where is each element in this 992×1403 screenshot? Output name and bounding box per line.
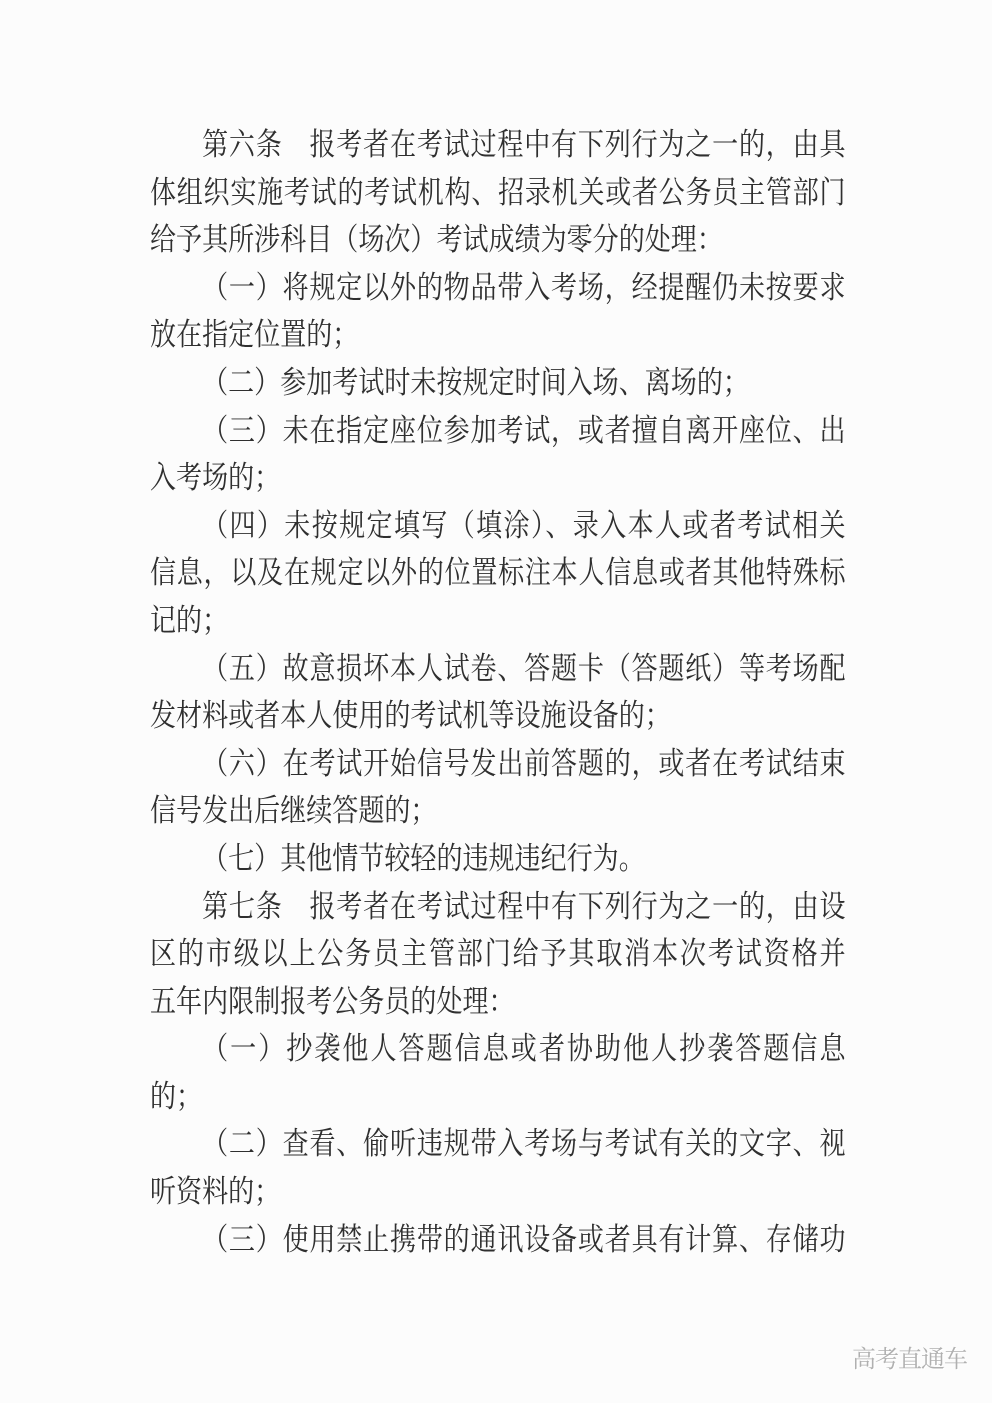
document-line: （二）参加考试时未按规定时间入场、离场的； bbox=[202, 364, 749, 400]
document-line: 放在指定位置的； bbox=[150, 317, 359, 353]
watermark: 高考直通车 bbox=[852, 1346, 967, 1373]
document-line: 发材料或者本人使用的考试机等设施设备的； bbox=[150, 698, 671, 734]
document-line: 五年内限制报考公务员的处理： bbox=[150, 983, 515, 1019]
document-body bbox=[150, 121, 846, 1263]
document-line: 记的； bbox=[150, 602, 229, 638]
document-line: 给予其所涉科目（场次）考试成绩为零分的处理： bbox=[150, 222, 723, 258]
document-line: （一）抄袭他人答题信息或者协助他人抄袭答题信息 bbox=[202, 1031, 846, 1067]
document-line: （三）使用禁止携带的通讯设备或者具有计算、存储功 bbox=[202, 1221, 846, 1257]
document-line: （一）将规定以外的物品带入考场，经提醒仍未按要求 bbox=[202, 269, 846, 305]
document-line: （三）未在指定座位参加考试，或者擅自离开座位、出 bbox=[202, 412, 846, 448]
document-line: 第七条 报考者在考试过程中有下列行为之一的，由设 bbox=[202, 888, 846, 924]
document-line: （四）未按规定填写（填涂）、录入本人或者考试相关 bbox=[202, 507, 846, 543]
document-line: 听资料的； bbox=[150, 1174, 281, 1210]
document-line: （五）故意损坏本人试卷、答题卡（答题纸）等考场配 bbox=[202, 650, 846, 686]
document-line: 入考场的； bbox=[150, 460, 281, 496]
document-line: 第六条 报考者在考试过程中有下列行为之一的，由具 bbox=[202, 127, 846, 162]
document-line: 信号发出后继续答题的； bbox=[150, 793, 437, 829]
document-line: 的； bbox=[150, 1078, 203, 1114]
document-line: （六）在考试开始信号发出前答题的，或者在考试结束 bbox=[202, 745, 846, 781]
document-line: 信息，以及在规定以外的位置标注本人信息或者其他特殊标 bbox=[150, 555, 846, 591]
document-line: （七）其他情节较轻的违规违纪行为。 bbox=[202, 840, 645, 876]
document-line: （二）查看、偷听违规带入考场与考试有关的文字、视 bbox=[202, 1126, 846, 1162]
document-line: 体组织实施考试的考试机构、招录机关或者公务员主管部门 bbox=[150, 174, 846, 210]
document-line: 区的市级以上公务员主管部门给予其取消本次考试资格并 bbox=[150, 936, 846, 972]
